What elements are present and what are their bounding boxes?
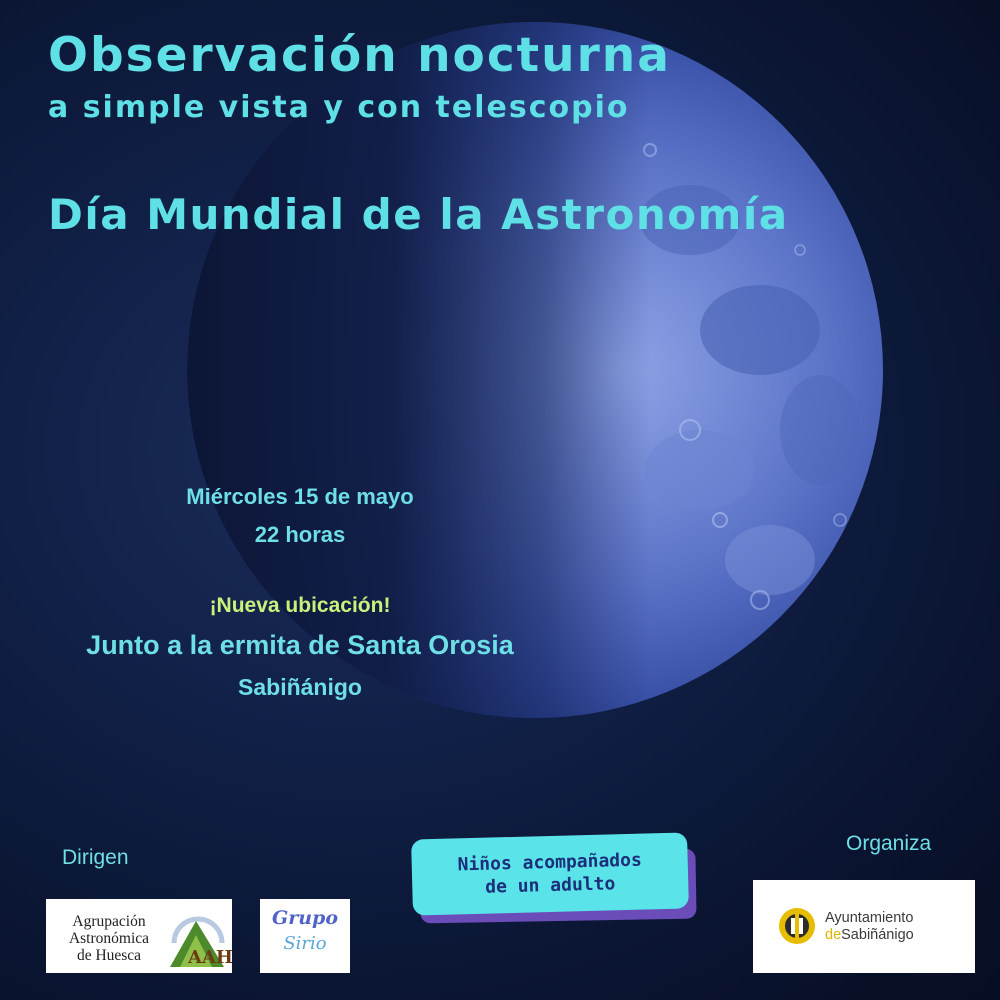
aah-mark-text: AAH — [188, 947, 233, 968]
event-town: Sabiñánigo — [238, 674, 362, 700]
kids-notice-badge — [411, 832, 689, 915]
sirio-logo — [260, 899, 350, 973]
event-time: 22 horas — [254, 522, 346, 547]
kids-notice-line1: Niños acompañados — [457, 849, 643, 876]
ayuntamiento-line2 — [825, 927, 914, 943]
aah-line2: Astronómica — [68, 930, 150, 948]
aah-logo — [46, 899, 232, 973]
ayuntamiento-name: Sabiñánigo — [841, 927, 914, 943]
aah-line3: de Huesca — [76, 947, 142, 965]
event-title: Día Mundial de la Astronomía — [48, 190, 789, 239]
ayuntamiento-emblem-icon — [777, 906, 817, 946]
new-location-notice: ¡Nueva ubicación! — [209, 594, 391, 617]
observatory-icon — [166, 903, 233, 969]
event-location: Junto a la ermita de Santa Orosia — [86, 630, 514, 660]
aah-logo-text — [50, 913, 168, 964]
event-date: Miércoles 15 de mayo — [186, 484, 414, 509]
ayuntamiento-line1: Ayuntamiento — [825, 910, 914, 926]
kids-notice-line2: de un adulto — [485, 873, 616, 898]
directed-by-label: Dirigen — [62, 846, 129, 869]
organized-by-label: Organiza — [846, 832, 932, 855]
ayuntamiento-logo — [753, 880, 975, 973]
page-title: Observación nocturna — [48, 28, 671, 83]
sirio-line2: Sirio — [283, 933, 327, 954]
page-subtitle: a simple vista y con telescopio — [48, 90, 630, 125]
ayuntamiento-prefix: de — [825, 927, 842, 943]
sirio-line1: Grupo — [271, 907, 338, 929]
aah-line1: Agrupación — [72, 913, 146, 930]
